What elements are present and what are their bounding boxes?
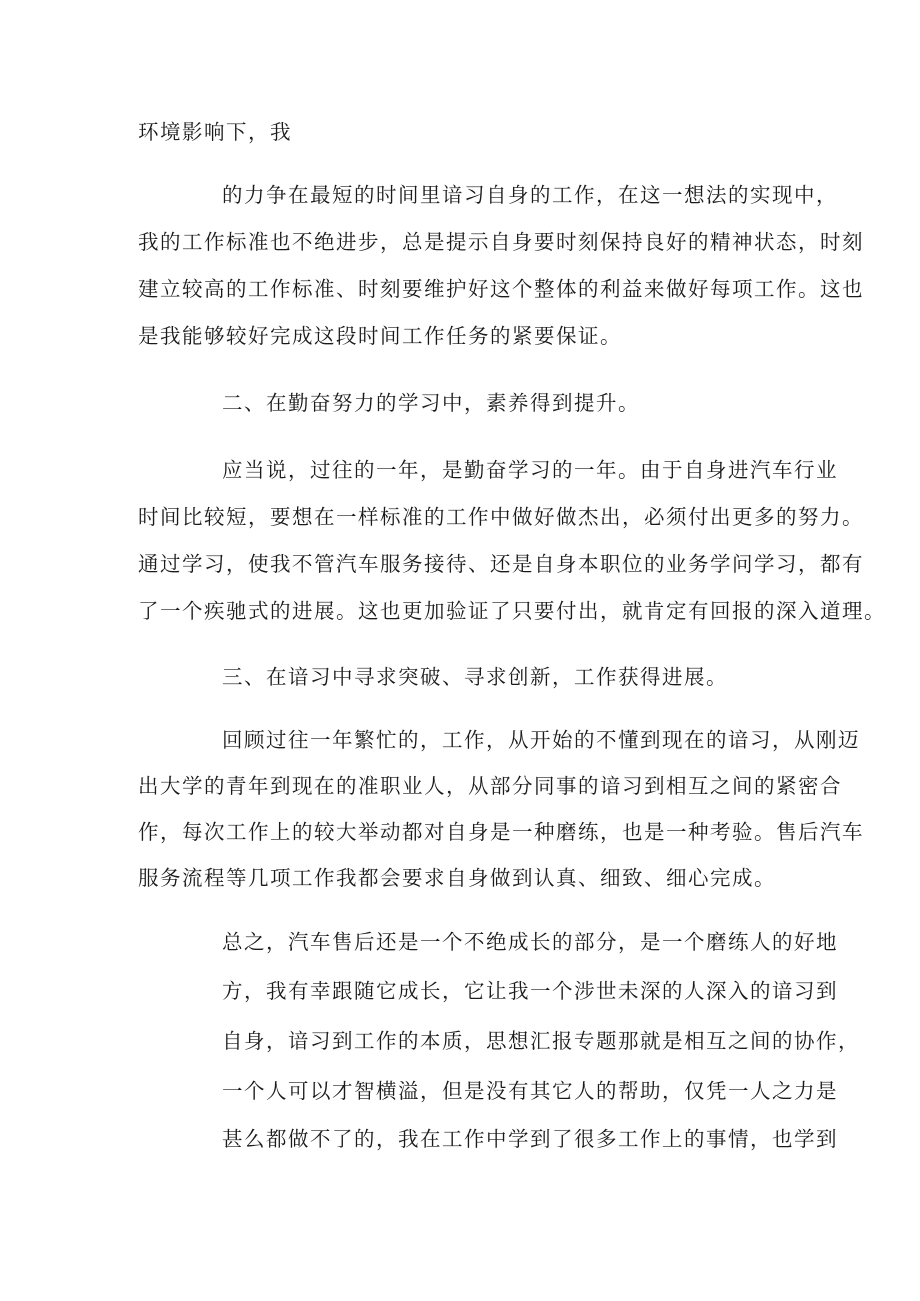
text-line: 回顾过往一年繁忙的，工作，从开始的不懂到现在的谙习，从刚迈 xyxy=(222,728,860,752)
text-line: 作，每次工作上的较大举动都对自身是一种磨练，也是一种考验。售后汽车 xyxy=(138,820,864,844)
text-line: 方，我有幸跟随它成长，它让我一个涉世未深的人深入的谙习到 xyxy=(222,979,838,1003)
text-line: 环境影响下，我 xyxy=(138,120,292,144)
section-heading: 二、在勤奋努力的学习中，素养得到提升。 xyxy=(222,391,640,415)
text-line: 了一个疾驰式的进展。这也更加验证了只要付出，就肯定有回报的深入道理。 xyxy=(138,599,886,623)
text-line: 出大学的青年到现在的准职业人，从部分同事的谙习到相互之间的紧密合 xyxy=(138,774,842,798)
text-line: 是我能够较好完成这段时间工作任务的紧要保证。 xyxy=(138,324,622,348)
text-line: 一个人可以才智横溢，但是没有其它人的帮助，仅凭一人之力是 xyxy=(222,1079,838,1103)
text-line: 服务流程等几项工作我都会要求自身做到认真、细致、细心完成。 xyxy=(138,866,776,890)
text-line: 的力争在最短的时间里谙习自身的工作，在这一想法的实现中， xyxy=(222,183,838,207)
text-line: 自身，谙习到工作的本质，思想汇报专题那就是相互之间的协作， xyxy=(222,1029,860,1053)
section-heading: 三、在谙习中寻求突破、寻求创新，工作获得进展。 xyxy=(222,665,728,689)
text-line: 应当说，过往的一年，是勤奋学习的一年。由于自身进汽车行业 xyxy=(222,458,838,482)
text-line: 时间比较短，要想在一样标准的工作中做好做杰出，必须付出更多的努力。 xyxy=(138,505,864,529)
text-line: 总之，汽车售后还是一个不绝成长的部分，是一个磨练人的好地 xyxy=(222,930,838,954)
text-line: 通过学习，使我不管汽车服务接待、还是自身本职位的业务学问学习，都有 xyxy=(138,552,864,576)
text-line: 我的工作标准也不绝进步，总是提示自身要时刻保持良好的精神状态，时刻 xyxy=(138,230,864,254)
text-line: 建立较高的工作标准、时刻要维护好这个整体的利益来做好每项工作。这也 xyxy=(138,277,864,301)
text-line: 甚么都做不了的，我在工作中学到了很多工作上的事情，也学到 xyxy=(222,1127,838,1151)
